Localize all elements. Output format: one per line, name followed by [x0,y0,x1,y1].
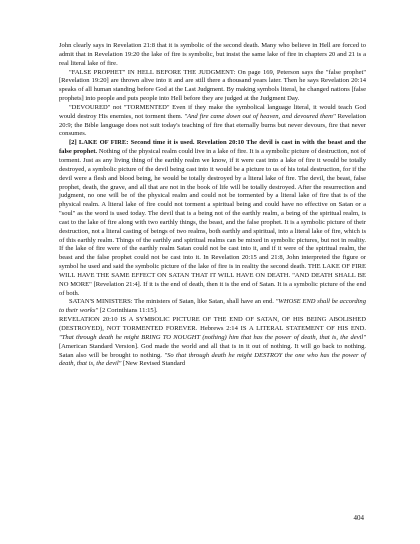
paragraph [59,316,366,369]
italic-quote-text: "That through death he might BRING TO NOUGHT (nothing) him that has the power of death, that is, the devil" [59,333,366,341]
paragraph-text: [New Revised Standard [121,360,186,368]
paragraph [59,104,366,139]
paragraph-text: John clearly says in Revelation 21:8 that it is symbolic of the second death. Many who believe in Hell are forced to admit that in Revelation 19:20 the lake of fire is symbolic, but insist the same lake of fire in chapters 20 and 21 is a real literal lake of fire. [59,42,366,67]
paragraph [59,42,366,69]
paragraph-text: SATAN'S MINISTERS: The ministers of Satan, like Satan, shall have an end. [69,298,276,306]
page-number: 404 [353,514,364,522]
paragraph-text: Revelation 20:9; the Bible language does not suit today's teaching of fire that eternally burns but never devours, fire that never consumes. [59,112,366,138]
paragraph-text: [2 Corinthians 11:15]. [98,307,158,315]
paragraph-text: REVELATION 20:10 IS A SYMBOLIC PICTURE OF THE END OF SATAN, OF HIS BEING ABOLISHED (DESTROYED), NOT TORMENTED FOREVER. Hebrews 2:14 IS A LITERAL STATEMENT OF HIS END. [59,316,366,332]
paragraph [59,69,366,104]
paragraph-text: [American Standard Version]. God made the world and all that is in it out of nothing. It will go back to nothing. Satan also will be brought to nothing. [59,342,366,359]
paragraph-text: "FALSE PROPHET" IN HELL BEFORE THE JUDGMENT: On page 169, Peterson says the "false prophet" [Revelation 19:20] are thrown alive into it and are still there a thousand years later. Then he says Revelation 20:14 speaks of all human standing before God at the Last Judgment. By making symbols literal, he changed nations [false prophets] into people and puts people into Hell before they are judged at the Judgment Day. [59,68,366,103]
paragraph-text: "DEVOURED" not "TORMENTED" Even if they make the symbolical language literal, it would teach God would destroy His enemies, not torment them. [59,103,366,120]
bold-heading-text: [2] LAKE OF FIRE: Second time it is used. Revelation 20:10 The devil is cast in with the beast and the false prophet. [59,139,366,156]
paragraph [59,139,366,298]
paragraph-text: Nothing of the physical realm could live in a lake of fire. It is a symbolic picture of destruction, not of torment. Just as any living thing of the earthly realm we know, if it were cast into a lake of fire it would be totally destroyed, a symbolic picture of the devil being cast into it would be a picture to us of his total destruction, for if the devil were a flesh and blood being, he would be totally destroyed by a literal lake of fire. The devil, the beast, false prophet, death, the grave, and all that are not in the book of life will be totally destroyed. After the resurrection and judgment, no one will be of the physical realm and could not be tormented by a literal lake of fire that is of the physical realm. A literal lake of fire could not torment a spiritual being and could have no effective on Satan or a "soul" as the word is used today. The devil that is a being not of the earthly realm, a being of the spiritual realm, is cast to the lake of fire along with two earthly things, the beast, and the false prophet. It is a symbolic picture of their destruction, not a literal casting of beings of two realms, both earthly and spiritual, into a literal lake of fire, which is of this earthly realm. Things of the earthly and spiritual realms can be mixed in symbolic pictures, but not in reality. If the lake of fire were of the earthly realm Satan could not be cast into it, and if it were of the spiritual realm, the beast and the false prophet could not be cast into it. In Revelation 20:15 and 21:8, John interpreted the figure or symbol he used and said the symbolic picture of the lake of fire is in reality the second death. THE LAKE OF FIRE WILL HAVE THE SAME EFFECT ON SATAN THAT IT WILL HAVE ON DEATH. "AND DEATH SHALL BE NO MORE" [Revelation 21:4]. If it is the end of death, then it is the end of Satan. It is a symbolic picture of the end of both. [59,148,366,297]
italic-quote-text: "WHOSE END shall be according to their works" [59,298,366,315]
italic-quote-text: "So that through death he might DESTROY the one who has the power of death, that is, the devil" [59,351,366,368]
paragraph [59,298,366,316]
italic-quote-text: "And fire came down out of heaven, and devoured them" [184,112,336,120]
body-text [59,42,366,369]
